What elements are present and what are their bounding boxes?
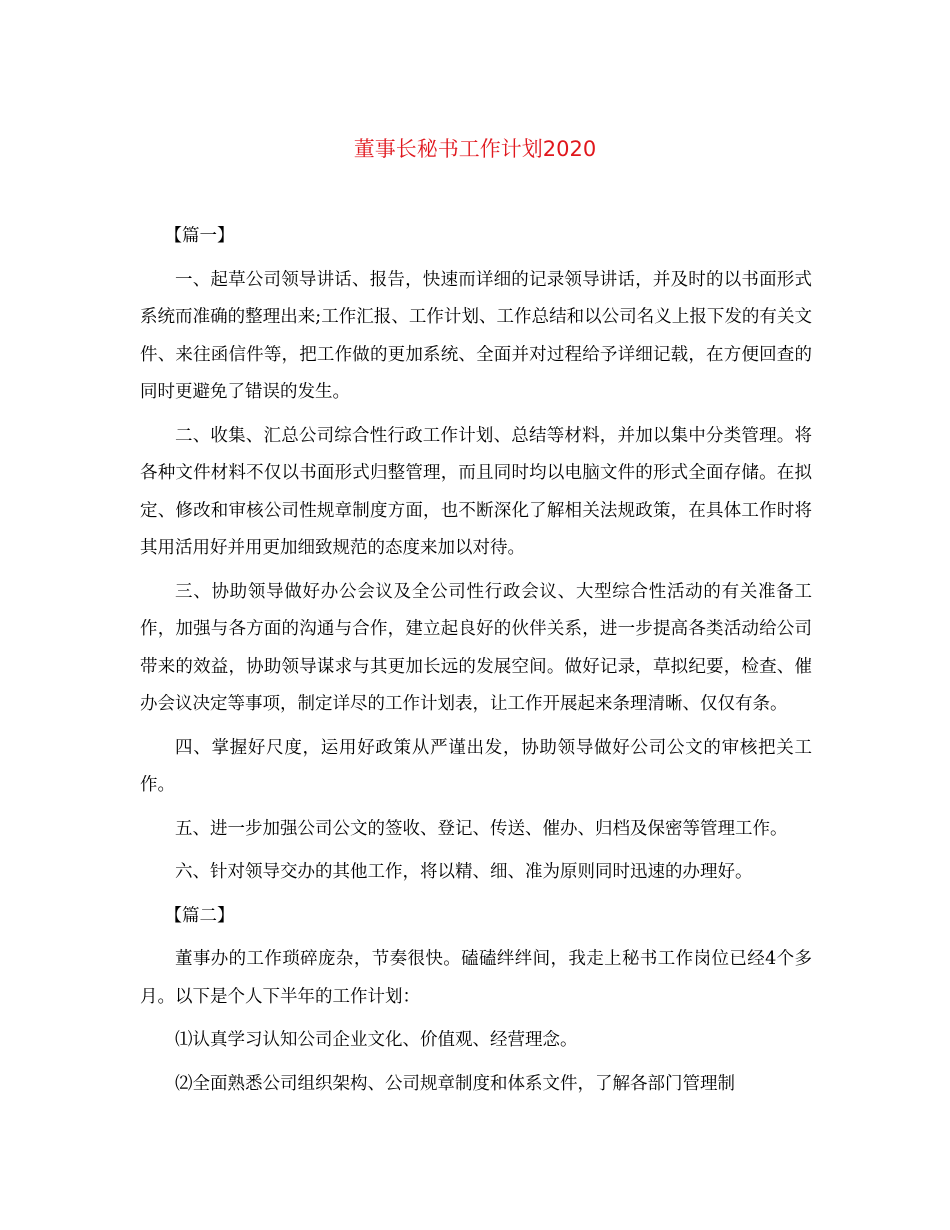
- document-title: 董事长秘书工作计划2020: [353, 137, 597, 161]
- paragraph-item-5: 五、进一步加强公司公文的签收、登记、传送、催办、归档及保密等管理工作。: [175, 818, 788, 839]
- paragraph-item-1: 一、起草公司领导讲话、报告，快速而详细的记录领导讲话，并及时的以书面形式系统而准确的整理出来;工作汇报、工作计划、工作总结和以公司名义上报下发的有关文件、来往函信件等，把工作做的更加系统、全面并对过程给予详细记载，在方便回查的同时更避免了错误的发生。: [140, 269, 812, 402]
- document-body: [140, 218, 812, 1109]
- paragraph-intro: 董事办的工作琐碎庞杂，节奏很快。磕磕绊绊间，我走上秘书工作岗位已经4个多月。以下是个人下半年的工作计划：: [140, 949, 812, 1007]
- section-heading-1: 【篇一】: [164, 226, 235, 246]
- paragraph-item-4: 四、掌握好尺度，运用好政策从严谨出发，协助领导做好公司公文的审核把关工作。: [140, 737, 812, 795]
- list-item-2: ⑵全面熟悉公司组织架构、公司规章制度和体系文件，了解各部门管理制: [175, 1073, 735, 1094]
- paragraph-item-2: 二、收集、汇总公司综合性行政工作计划、总结等材料，并加以集中分类管理。将各种文件材料不仅以书面形式归整管理，而且同时均以电脑文件的形式全面存储。在拟定、修改和审核公司性规章制度方面，也不断深化了解相关法规政策，在具体工作时将其用活用好并用更加细致规范的态度来加以对待。: [140, 425, 812, 558]
- paragraph-item-3: 三、协助领导做好办公会议及全公司性行政会议、大型综合性活动的有关准备工作，加强与各方面的沟通与合作，建立起良好的伙伴关系，进一步提高各类活动给公司带来的效益，协助领导谋求与其更加长远的发展空间。做好记录，草拟纪要，检查、催办会议决定等事项，制定详尽的工作计划表，让工作开展起来条理清晰、仅仅有条。: [140, 581, 812, 714]
- paragraph-item-6: 六、针对领导交办的其他工作，将以精、细、准为原则同时迅速的办理好。: [175, 862, 753, 882]
- list-item-1: ⑴认真学习认知公司企业文化、价值观、经营理念。: [175, 1030, 578, 1050]
- section-heading-2: 【篇二】: [164, 905, 235, 926]
